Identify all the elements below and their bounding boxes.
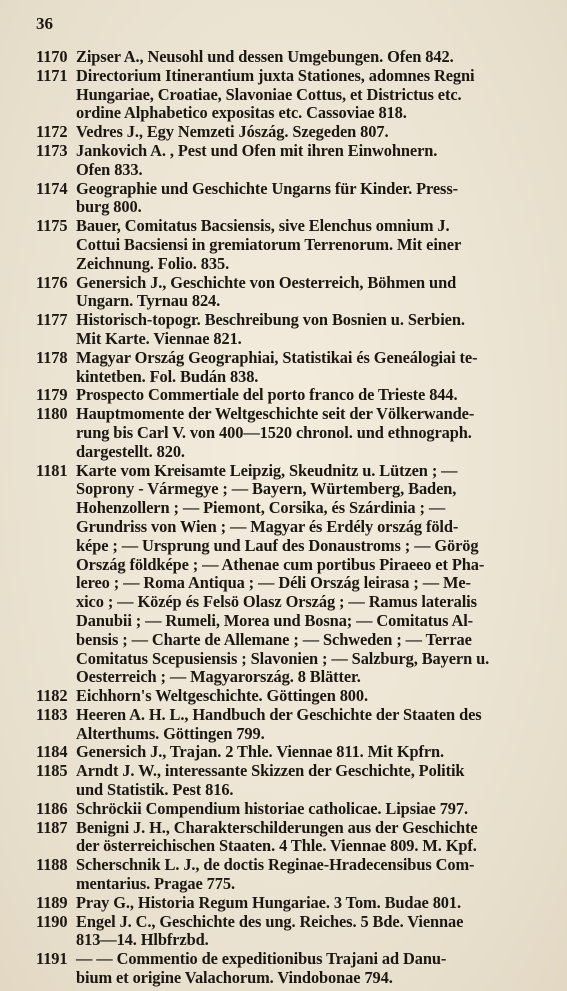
- entry-text: [76, 950, 546, 988]
- entry-text: [76, 894, 546, 913]
- entry-text: [76, 274, 546, 312]
- catalog-entry: [36, 217, 546, 273]
- entry-line: Cottui Bacsiensi in gremiatorum Terrenorum. Mit einer: [76, 234, 462, 254]
- entry-number: 1180: [36, 404, 68, 424]
- entry-line: Mit Karte. Viennae 821.: [76, 328, 242, 348]
- entry-text: [76, 405, 546, 461]
- entry-text: [76, 349, 546, 387]
- entry-number: 1175: [36, 216, 68, 236]
- entry-number: 1178: [36, 347, 68, 367]
- catalog-entry: [36, 405, 546, 461]
- entry-number: 1177: [36, 310, 68, 330]
- entry-line: mentarius. Pragae 775.: [76, 874, 235, 894]
- catalog-entry: [36, 180, 546, 218]
- entry-number: 1188: [36, 855, 68, 875]
- entry-line: burg 800.: [76, 197, 142, 217]
- entry-number: 1191: [36, 949, 68, 969]
- catalog-entry: [36, 123, 546, 142]
- entry-line: Danubii ; — Rumeli, Morea und Bosna; — Comitatus Al-: [76, 610, 474, 630]
- catalog-entry: [36, 819, 546, 857]
- entry-line: Alterthums. Göttingen 799.: [76, 723, 265, 743]
- entry-text: [76, 819, 546, 857]
- entry-line: dargestellt. 820.: [76, 441, 185, 461]
- entry-number: 1170: [36, 47, 68, 66]
- entry-number: 1184: [36, 742, 68, 762]
- entry-number: 1181: [36, 460, 68, 480]
- entry-number: 1185: [36, 761, 68, 781]
- catalog-entry: [36, 274, 546, 312]
- entry-text: [76, 687, 546, 706]
- entry-line: Zeichnung. Folio. 835.: [76, 253, 230, 273]
- entry-text: [76, 386, 546, 405]
- entry-line: Genersich J., Geschichte von Oesterreich, Böhmen und: [76, 272, 457, 292]
- entry-line: Zipser A., Neusohl und dessen Umgebungen. Ofen 842.: [76, 47, 454, 66]
- entry-line: Heeren A. H. L., Handbuch der Geschichte der Staaten des: [76, 704, 482, 724]
- entry-text: [76, 217, 546, 273]
- entry-number: 1173: [36, 140, 68, 160]
- entry-line: lereo ; — Roma Antiqua ; — Déli Ország leirasa ; — Me-: [76, 573, 471, 593]
- entry-line: Geographie und Geschichte Ungarns für Kinder. Press-: [76, 178, 458, 198]
- entry-text: [76, 856, 546, 894]
- catalog-entry: [36, 913, 546, 951]
- page-number: 36: [36, 14, 53, 33]
- entry-line: Magyar Ország Geographiai, Statistikai és Geneálogiai te-: [76, 347, 478, 367]
- catalog-entry: [36, 762, 546, 800]
- entry-line: Engel J. C., Geschichte des ung. Reiches. 5 Bde. Viennae: [76, 911, 464, 931]
- entry-line: bensis ; — Charte de Allemane ; — Schweden ; — Terrae: [76, 629, 472, 649]
- catalog-entry: [36, 743, 546, 762]
- entry-text: [76, 48, 546, 67]
- catalog-entry: [36, 856, 546, 894]
- catalog-entry: [36, 950, 546, 988]
- catalog-entry: [36, 800, 546, 819]
- catalog-entry: [36, 687, 546, 706]
- entry-text: [76, 743, 546, 762]
- entry-line: Grundriss von Wien ; — Magyar és Erdély ország föld-: [76, 516, 459, 536]
- entry-line: 813—14. Hlbfrzbd.: [76, 930, 209, 950]
- entry-line: Directorium Itinerantium juxta Stationes, adomnes Regni: [76, 65, 475, 85]
- entry-line: Vedres J., Egy Nemzeti Jószág. Szegeden 807.: [76, 122, 389, 142]
- catalog-entry: [36, 706, 546, 744]
- entry-text: [76, 311, 546, 349]
- entry-text: [76, 762, 546, 800]
- entry-line: Oesterreich ; — Magyarország. 8 Blätter.: [76, 667, 361, 687]
- entry-number: 1176: [36, 272, 68, 292]
- entry-number: 1189: [36, 892, 68, 912]
- entry-number: 1182: [36, 686, 68, 706]
- entry-line: Karte vom Kreisamte Leipzig, Skeudnitz u. Lützen ; —: [76, 460, 458, 480]
- entry-line: Hungariae, Croatiae, Slavoniae Cottus, et Districtus etc.: [76, 84, 462, 104]
- entry-line: und Statistik. Pest 816.: [76, 780, 234, 800]
- entry-line: Benigni J. H., Charakterschilderungen aus der Geschichte: [76, 817, 478, 837]
- entry-text: [76, 462, 546, 688]
- entry-text: [76, 706, 546, 744]
- entry-line: rung bis Carl V. von 400—1520 chronol. und ethnograph.: [76, 422, 472, 442]
- entry-number: 1172: [36, 122, 68, 142]
- entry-line: Comitatus Scepusiensis ; Slavonien ; — Salzburg, Bayern u.: [76, 648, 490, 668]
- entry-number: 1183: [36, 704, 68, 724]
- catalog-entry: [36, 142, 546, 180]
- entry-number: 1179: [36, 385, 68, 405]
- entry-line: ordine Alphabetico expositas etc. Cassoviae 818.: [76, 103, 407, 123]
- catalog-entry: [36, 349, 546, 387]
- entry-text: [76, 67, 546, 123]
- entry-line: Scherschnik L. J., de doctis Reginae-Hradecensibus Com-: [76, 855, 475, 875]
- entry-line: Hauptmomente der Weltgeschichte seit der Völkerwande-: [76, 404, 475, 424]
- catalog-entry: [36, 462, 546, 688]
- entry-line: Bauer, Comitatus Bacsiensis, sive Elenchus omnium J.: [76, 216, 450, 236]
- entry-line: Genersich J., Trajan. 2 Thle. Viennae 811. Mit Kpfrn.: [76, 742, 445, 762]
- entry-line: Arndt J. W., interessante Skizzen der Geschichte, Politik: [76, 761, 465, 781]
- entry-line: Schröckii Compendium historiae catholicae. Lipsiae 797.: [76, 798, 468, 818]
- entry-line: — — Commentio de expeditionibus Trajani ad Danu-: [76, 949, 447, 969]
- catalog-entries: [36, 48, 546, 988]
- entry-number: 1190: [36, 911, 68, 931]
- catalog-entry: [36, 67, 546, 123]
- entry-line: Historisch-topogr. Beschreibung von Bosnien u. Serbien.: [76, 310, 465, 330]
- entry-number: 1186: [36, 798, 68, 818]
- entry-text: [76, 123, 546, 142]
- entry-line: der österreichischen Staaten. 4 Thle. Viennae 809. M. Kpf.: [76, 836, 477, 856]
- entry-line: kintetben. Fol. Budán 838.: [76, 366, 259, 386]
- entry-line: Prospecto Commertiale del porto franco de Trieste 844.: [76, 385, 458, 405]
- entry-text: [76, 142, 546, 180]
- entry-line: képe ; — Ursprung und Lauf des Donaustroms ; — Görög: [76, 535, 479, 555]
- entry-number: 1174: [36, 178, 68, 198]
- entry-text: [76, 180, 546, 218]
- catalog-entry: [36, 311, 546, 349]
- entry-line: Pray G., Historia Regum Hungariae. 3 Tom. Budae 801.: [76, 892, 461, 912]
- entry-line: xico ; — Közép és Felsö Olasz Ország ; — Ramus lateralis: [76, 592, 477, 612]
- catalog-entry: [36, 894, 546, 913]
- entry-line: Soprony - Vármegye ; — Bayern, Würtemberg, Baden,: [76, 479, 457, 499]
- entry-line: Jankovich A. , Pest und Ofen mit ihren Einwohnern.: [76, 140, 438, 160]
- entry-line: Eichhorn's Weltgeschichte. Göttingen 800.: [76, 686, 368, 706]
- entry-line: bium et origine Valachorum. Vindobonae 794.: [76, 968, 393, 988]
- entry-line: Ungarn. Tyrnau 824.: [76, 291, 221, 311]
- entry-line: Ország földképe ; — Athenae cum portibus Piraeeo et Pha-: [76, 554, 485, 574]
- catalog-entry: [36, 386, 546, 405]
- entry-text: [76, 800, 546, 819]
- entry-line: Hohenzollern ; — Piemont, Corsika, és Szárdinia ; —: [76, 498, 446, 518]
- entry-number: 1187: [36, 817, 68, 837]
- entry-line: Ofen 833.: [76, 159, 143, 179]
- catalog-entry: [36, 48, 546, 67]
- entry-text: [76, 913, 546, 951]
- entry-number: 1171: [36, 65, 68, 85]
